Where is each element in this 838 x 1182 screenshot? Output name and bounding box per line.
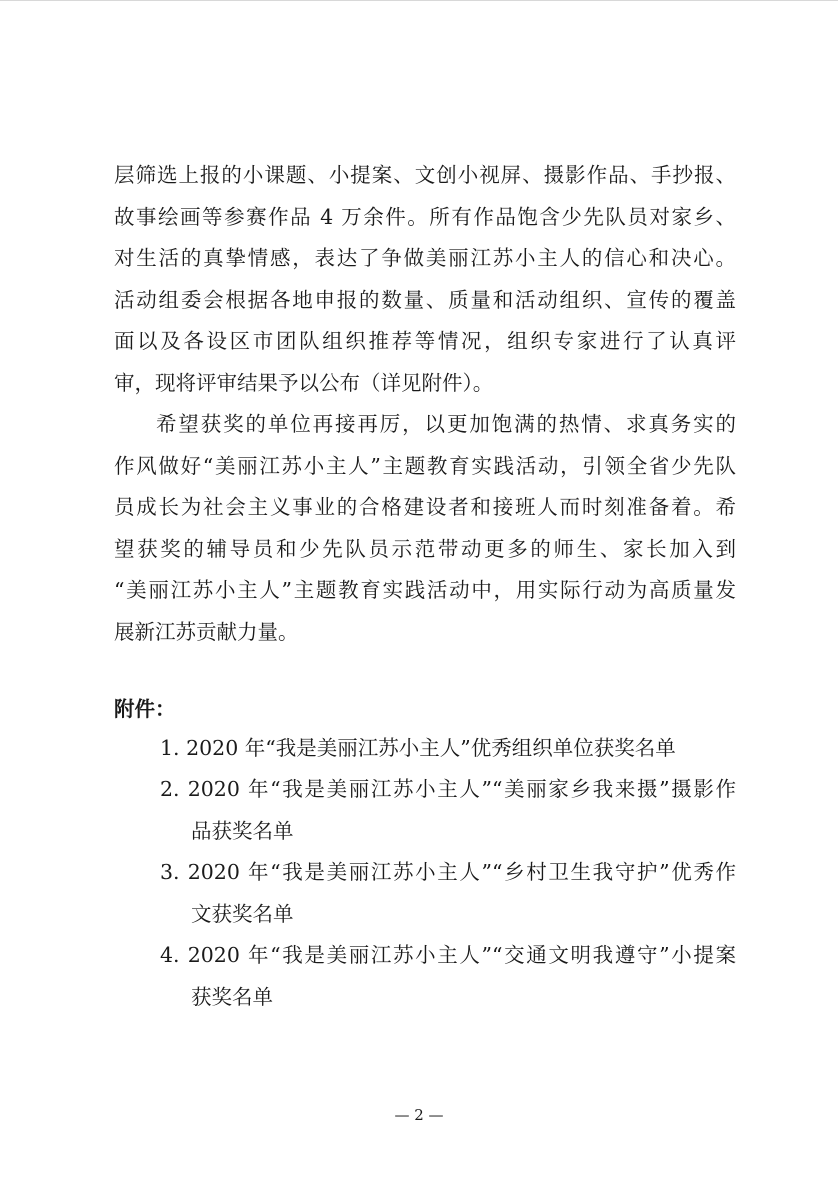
body-line-3: 对生活的真挚情感，表达了争做美丽江苏小主人的信心和决心。 bbox=[114, 246, 736, 270]
body-line-9: 员成长为社会主义事业的合格建设者和接班人而时刻准备着。希 bbox=[114, 495, 736, 519]
attachment-item-3-cont: 文获奖名单 bbox=[191, 902, 294, 926]
attachment-item-3: 3. 2020 年“我是美丽江苏小主人”“乡村卫生我守护”优秀作 bbox=[160, 860, 736, 884]
attachment-item-4-cont: 获奖名单 bbox=[191, 985, 273, 1009]
body-line-4: 活动组委会根据各地申报的数量、质量和活动组织、宣传的覆盖 bbox=[114, 288, 736, 312]
attachment-item-2-cont: 品获奖名单 bbox=[191, 819, 294, 843]
attachments-heading: 附件： bbox=[114, 697, 176, 721]
attachment-item-1: 1. 2020 年“我是美丽江苏小主人”优秀组织单位获奖名单 bbox=[160, 736, 676, 760]
body-line-8: 作风做好“美丽江苏小主人”主题教育实践活动，引领全省少先队 bbox=[114, 454, 736, 478]
attachment-item-2: 2. 2020 年“我是美丽江苏小主人”“美丽家乡我来摄”摄影作 bbox=[160, 777, 736, 801]
body-line-7: 希望获奖的单位再接再厉，以更加饱满的热情、求真务实的 bbox=[156, 412, 736, 436]
body-line-5: 面以及各设区市团队组织推荐等情况，组织专家进行了认真评 bbox=[114, 329, 736, 353]
body-line-2: 故事绘画等参赛作品 4 万余件。所有作品饱含少先队员对家乡、 bbox=[114, 205, 736, 229]
body-line-10: 望获奖的辅导员和少先队员示范带动更多的师生、家长加入到 bbox=[114, 537, 736, 561]
page-number: — 2 — bbox=[394, 1106, 444, 1124]
body-line-11: “美丽江苏小主人”主题教育实践活动中，用实际行动为高质量发 bbox=[114, 578, 736, 602]
body-line-6: 审，现将评审结果予以公布（详见附件）。 bbox=[114, 371, 494, 395]
body-line-12: 展新江苏贡献力量。 bbox=[114, 620, 299, 644]
attachment-item-4: 4. 2020 年“我是美丽江苏小主人”“交通文明我遵守”小提案 bbox=[160, 943, 736, 967]
page-top-border bbox=[0, 0, 838, 1]
body-line-1: 层筛选上报的小课题、小提案、文创小视屏、摄影作品、手抄报、 bbox=[114, 163, 736, 187]
